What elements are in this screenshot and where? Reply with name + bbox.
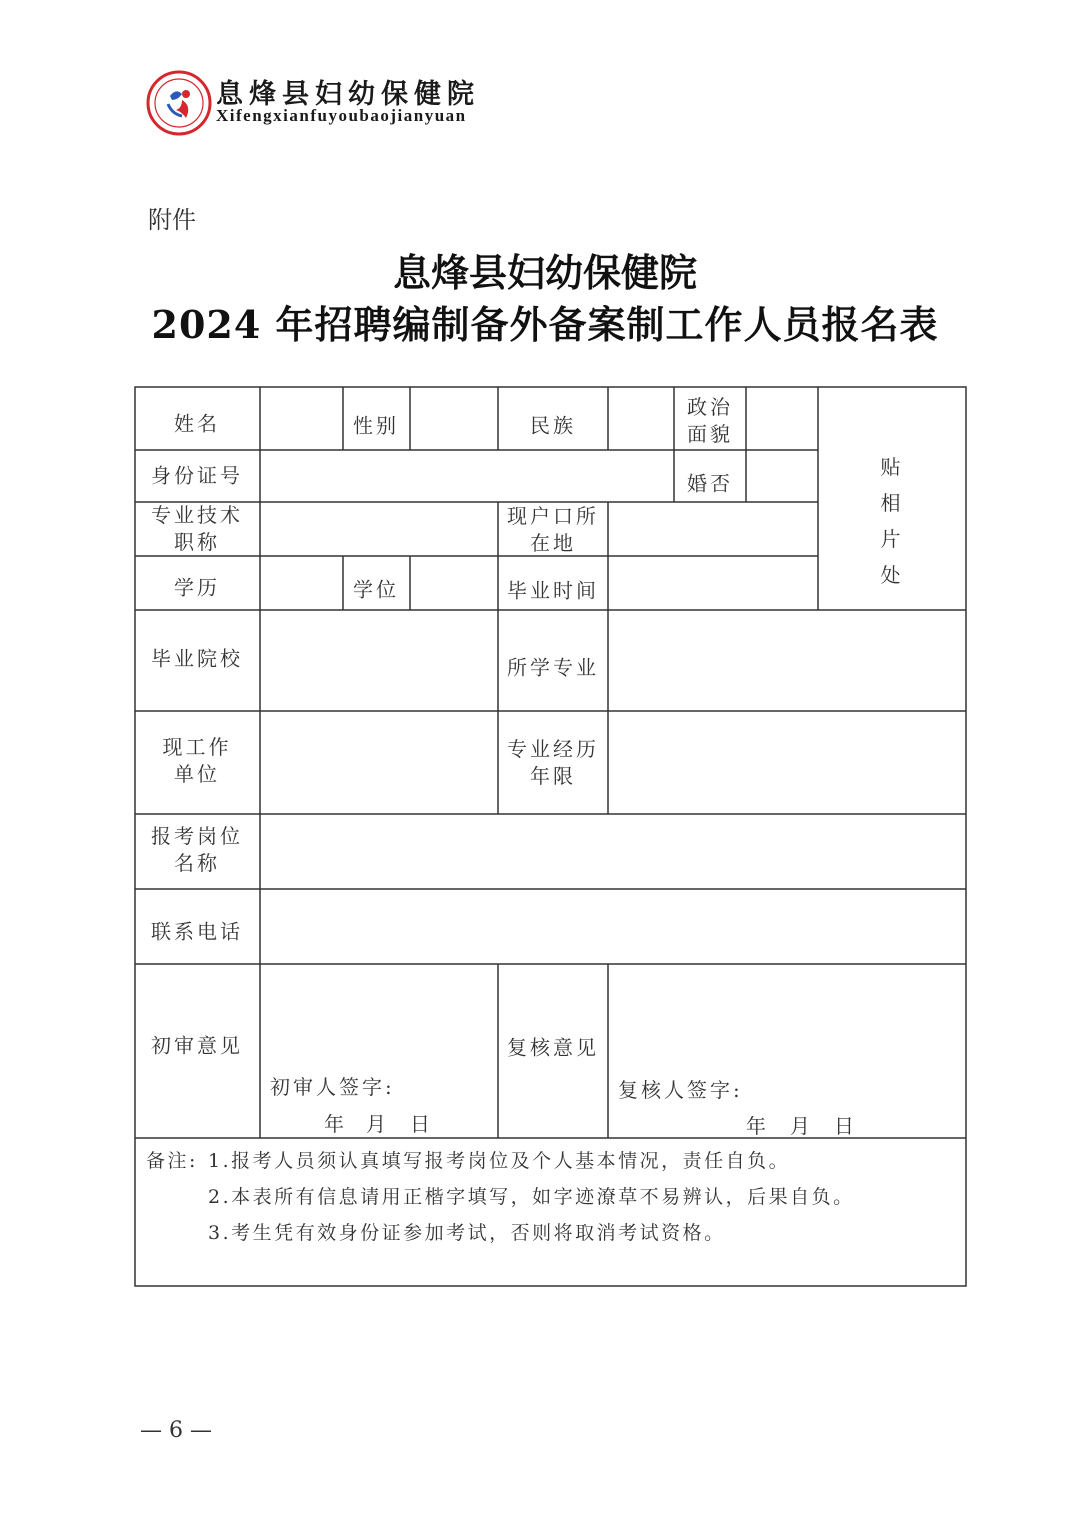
ethnicity-label: 民族 xyxy=(530,413,576,438)
initial-reviewer-sign: 初审人签字: xyxy=(270,1075,395,1099)
experience-years-label: 专业经历 年限 xyxy=(507,737,599,788)
registration-form xyxy=(134,386,968,1288)
hospital-logo-icon xyxy=(146,70,212,136)
recheck-review-label: 复核意见 xyxy=(507,1035,599,1060)
political-status-label: 政治 面貌 xyxy=(687,395,733,446)
residence-label: 现户口所 在地 xyxy=(507,504,599,555)
applied-position-label: 报考岗位 名称 xyxy=(151,824,243,875)
notes-label: 备注: xyxy=(146,1150,198,1172)
attachment-label: 附件 xyxy=(148,206,196,234)
note-item-1: 1.报考人员须认真填写报考岗位及个人基本情况，责任自负。 xyxy=(208,1150,791,1172)
major-label: 所学专业 xyxy=(507,655,599,680)
note-item-3: 3.考生凭有效身份证参加考试，否则将取消考试资格。 xyxy=(208,1222,726,1244)
education-label: 学历 xyxy=(174,575,220,600)
photo-placeholder: 贴 相 片 处 xyxy=(880,455,904,587)
note-item-2: 2.本表所有信息请用正楷字填写，如字迹潦草不易辨认，后果自负。 xyxy=(208,1186,855,1208)
recheck-date-month: 月 xyxy=(790,1114,813,1138)
initial-date-month: 月 xyxy=(366,1112,389,1136)
degree-label: 学位 xyxy=(353,577,399,602)
marital-status-label: 婚否 xyxy=(687,471,733,496)
id-number-label: 身份证号 xyxy=(151,463,243,488)
page-number: — 6 — xyxy=(140,1418,212,1443)
org-name-en: Xifengxianfuyoubaojianyuan xyxy=(216,106,467,125)
initial-review-label: 初审意见 xyxy=(151,1033,243,1058)
recheck-date-year: 年 xyxy=(746,1114,769,1138)
gender-label: 性别 xyxy=(353,413,399,438)
current-employer-label: 现工作 单位 xyxy=(162,735,232,786)
recheck-date-day: 日 xyxy=(834,1114,857,1138)
initial-date-day: 日 xyxy=(410,1112,433,1136)
form-title-line2: 2024 年招聘编制备外备案制工作人员报名表 xyxy=(151,302,939,347)
graduate-school-label: 毕业院校 xyxy=(151,646,243,671)
org-name-cn: 息烽县妇幼保健院 xyxy=(216,79,480,110)
name-label: 姓名 xyxy=(174,411,220,436)
phone-label: 联系电话 xyxy=(151,919,243,944)
form-title-line1: 息烽县妇幼保健院 xyxy=(392,250,697,295)
graduation-time-label: 毕业时间 xyxy=(507,578,599,603)
professional-title-label: 专业技术 职称 xyxy=(151,503,243,554)
recheck-reviewer-sign: 复核人签字: xyxy=(618,1078,743,1102)
initial-date-year: 年 xyxy=(324,1112,347,1136)
